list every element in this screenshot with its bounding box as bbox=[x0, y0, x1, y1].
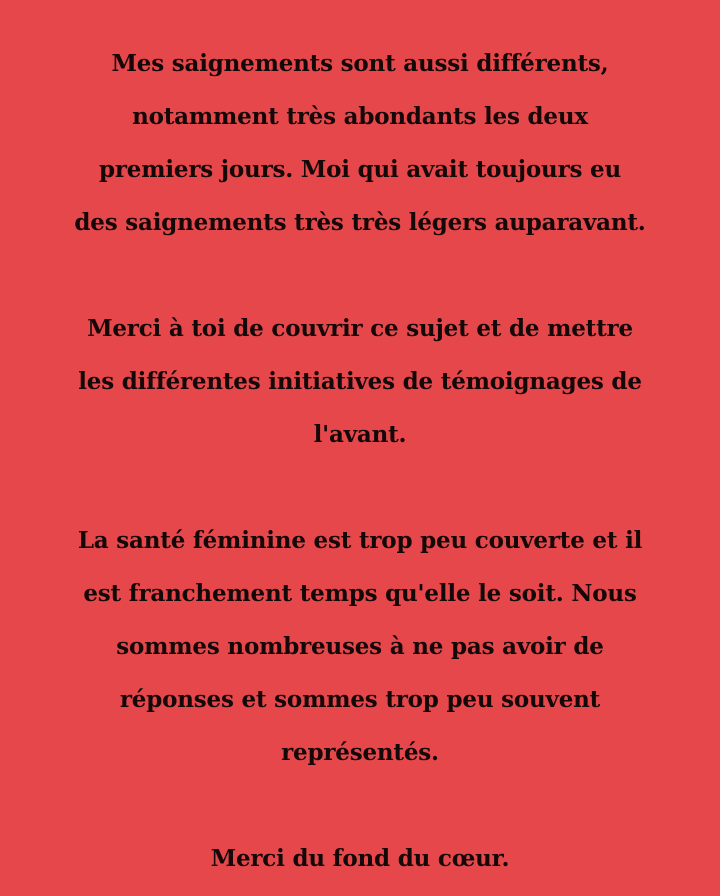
paragraph-womens-health bbox=[44, 514, 676, 779]
text-line: premiers jours. Moi qui avait toujours eu bbox=[98, 156, 621, 183]
paragraph-spacer bbox=[44, 249, 676, 302]
paragraph-bleeding bbox=[44, 37, 676, 249]
text-line: sommes nombreuses à ne pas avoir de bbox=[116, 633, 604, 660]
text-line: réponses et sommes trop peu souvent bbox=[119, 686, 601, 713]
paragraph-spacer bbox=[44, 779, 676, 832]
paragraph-spacer bbox=[44, 461, 676, 514]
text-line: les différentes initiatives de témoignages de bbox=[78, 368, 642, 395]
text-line: l'avant. bbox=[313, 421, 407, 448]
text-line: représentés. bbox=[281, 739, 439, 766]
text-line: La santé féminine est trop peu couverte et il bbox=[77, 527, 643, 554]
paragraph-thanks-initiatives bbox=[44, 302, 676, 461]
text-line: Merci du fond du cœur. bbox=[210, 845, 510, 872]
text-line: des saignements très très légers auparavant. bbox=[74, 209, 646, 236]
paragraph-closing bbox=[44, 832, 676, 885]
text-line: Merci à toi de couvrir ce sujet et de mettre bbox=[87, 315, 633, 342]
text-line: Mes saignements sont aussi différents, bbox=[111, 50, 609, 77]
text-line: est franchement temps qu'elle le soit. Nous bbox=[83, 580, 637, 607]
text-line: notamment très abondants les deux bbox=[132, 103, 588, 130]
